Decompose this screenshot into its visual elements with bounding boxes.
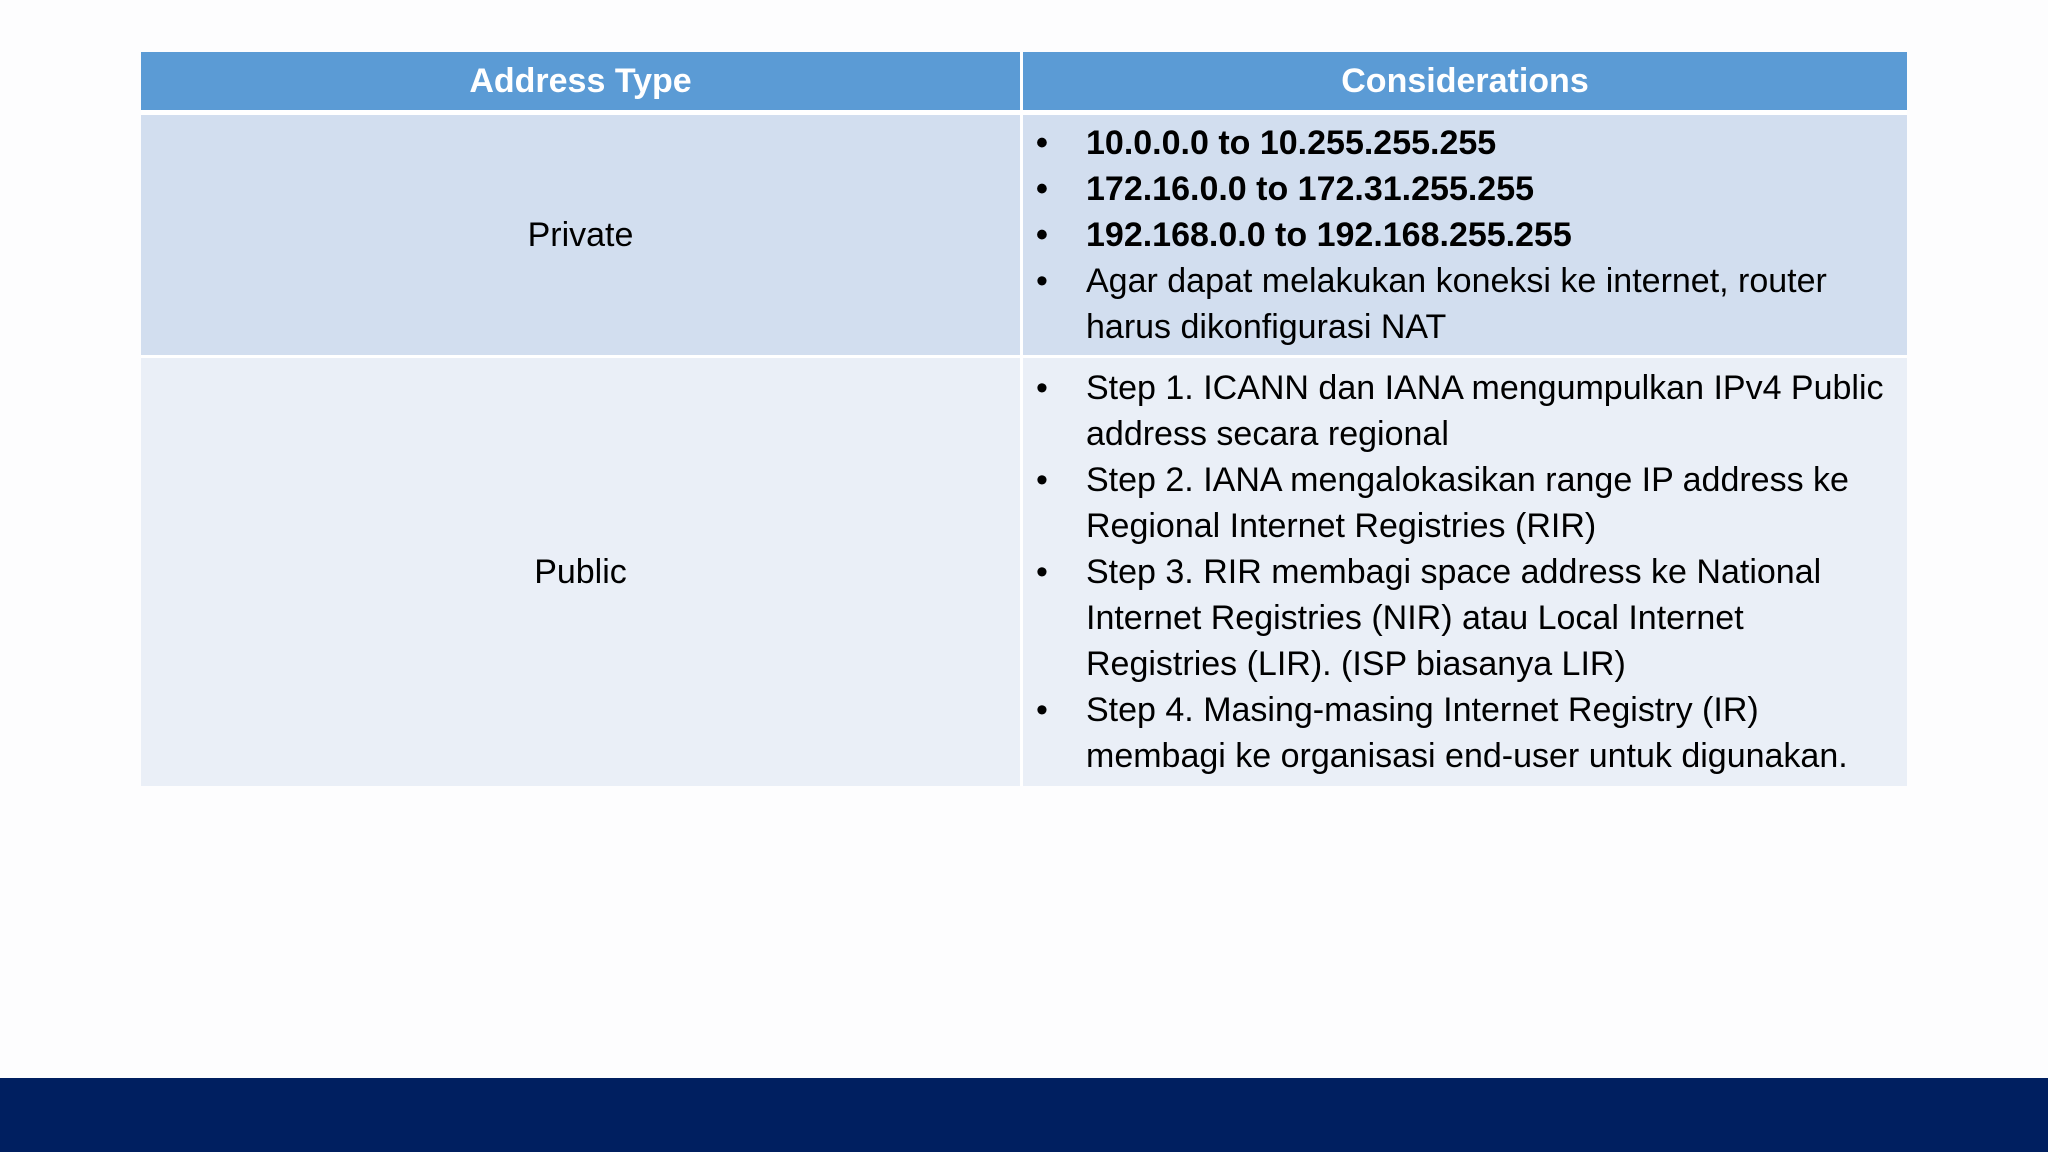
footer-bar [0,1078,2048,1152]
list-item [1023,687,1907,779]
list-item [1023,212,1907,258]
bullet-icon: • [1036,262,1048,300]
list-item [1023,120,1907,166]
list-item-text: 172.16.0.0 to 172.31.255.255 [1086,170,1535,208]
table-row-private [141,115,1907,358]
bullet-icon: • [1036,369,1048,407]
bullet-icon: • [1036,216,1048,254]
list-item [1023,166,1907,212]
list-item-text: Step 4. Masing-masing Internet Registry (IR) membagi ke organisasi end-user untuk digunakan. [1086,691,1848,775]
list-item-text: Step 3. RIR membagi space address ke National Internet Registries (NIR) atau Local Internet Registries (LIR). (ISP biasanya LIR) [1086,553,1822,683]
bullet-icon: • [1036,691,1048,729]
list-item-text: 192.168.0.0 to 192.168.255.255 [1086,216,1572,254]
header-considerations: Considerations [1023,52,1907,115]
list-item-text: Step 2. IANA mengalokasikan range IP address ke Regional Internet Registries (RIR) [1086,461,1849,545]
bullet-icon: • [1036,553,1048,591]
list-item-text: Agar dapat melakukan koneksi ke internet, router harus dikonfigurasi NAT [1086,262,1827,346]
bullet-icon: • [1036,461,1048,499]
header-address-type: Address Type [141,52,1023,115]
list-item [1023,549,1907,687]
bullet-list [1023,120,1907,350]
considerations-public [1023,358,1907,786]
list-item [1023,457,1907,549]
list-item [1023,365,1907,457]
list-item-text: 10.0.0.0 to 10.255.255.255 [1086,124,1497,162]
table-header-row [141,52,1907,115]
address-type-table [141,52,1907,786]
table-row-public [141,358,1907,786]
list-item [1023,258,1907,350]
considerations-private [1023,115,1907,358]
bullet-list [1023,365,1907,779]
address-type-private: Private [141,115,1023,358]
address-type-public: Public [141,358,1023,786]
bullet-icon: • [1036,170,1048,208]
list-item-text: Step 1. ICANN dan IANA mengumpulkan IPv4 Public address secara regional [1086,369,1884,453]
bullet-icon: • [1036,124,1048,162]
